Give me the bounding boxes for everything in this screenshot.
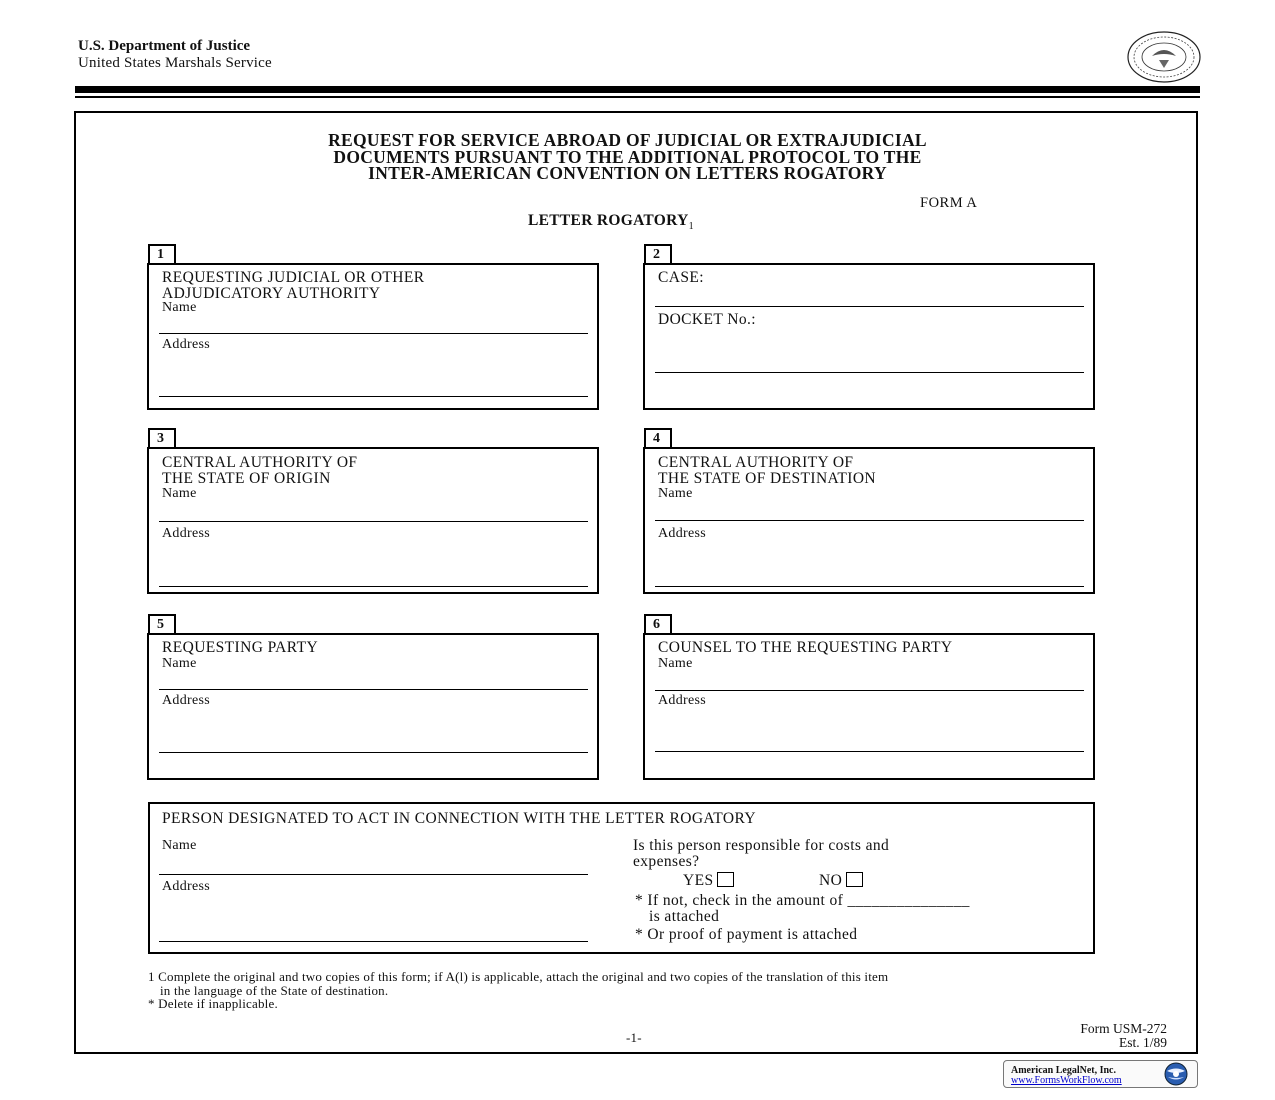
footnote-1-line-1: 1 Complete the original and two copies of this form; if A(l) is applicable, attach the original and two copies of the translation of this item bbox=[148, 969, 889, 984]
header-rule-thin bbox=[75, 96, 1200, 98]
badge-company: American LegalNet, Inc. bbox=[1011, 1065, 1116, 1076]
section-4-heading-line-1: CENTRAL AUTHORITY OF bbox=[658, 454, 854, 471]
yes-label: YES bbox=[683, 872, 714, 889]
section-5-name-label: Name bbox=[162, 656, 197, 671]
designated-name-label: Name bbox=[162, 838, 197, 853]
section-4-name-field[interactable] bbox=[655, 520, 1084, 521]
section-3-heading bbox=[162, 455, 357, 487]
section-1-heading-line-2: ADJUDICATORY AUTHORITY bbox=[162, 285, 381, 302]
footnote-1-line-2: in the language of the State of destination. bbox=[160, 982, 389, 998]
check-amount-line: * If not, check in the amount of _______________ bbox=[635, 892, 970, 909]
section-6-number: 6 bbox=[644, 614, 672, 634]
section-3-heading-line-2: THE STATE OF ORIGIN bbox=[162, 470, 331, 487]
badge-url-link[interactable]: www.FormsWorkFlow.com bbox=[1011, 1075, 1122, 1086]
section-4-heading bbox=[658, 455, 876, 487]
section-5-name-field[interactable] bbox=[159, 689, 588, 690]
section-6-address-field[interactable] bbox=[655, 751, 1084, 752]
title-line-1: REQUEST FOR SERVICE ABROAD OF JUDICIAL OR EXTRAJUDICIAL bbox=[328, 130, 927, 150]
section-3-address-label: Address bbox=[162, 526, 210, 541]
form-number: Form USM-272 bbox=[1080, 1021, 1167, 1036]
section-6-address-label: Address bbox=[658, 693, 706, 708]
agency-name: U.S. Department of Justice bbox=[78, 38, 251, 54]
section-6-name-label: Name bbox=[658, 656, 693, 671]
section-2-number: 2 bbox=[644, 244, 672, 264]
section-1-number: 1 bbox=[148, 244, 176, 264]
designated-name-field[interactable] bbox=[159, 874, 588, 875]
letter-rogatory-heading bbox=[528, 212, 694, 232]
section-2-box bbox=[643, 263, 1095, 410]
section-1-name-label: Name bbox=[162, 300, 197, 315]
doj-seal-icon bbox=[1126, 30, 1202, 84]
form-id: FORM A bbox=[920, 195, 978, 211]
agency-service: United States Marshals Service bbox=[78, 55, 272, 71]
no-option[interactable] bbox=[819, 872, 863, 889]
section-5-address-label: Address bbox=[162, 693, 210, 708]
title-line-2: DOCUMENTS PURSUANT TO THE ADDITIONAL PROTOCOL TO THE bbox=[333, 146, 922, 167]
section-4-address-field[interactable] bbox=[655, 586, 1084, 587]
footnote-marker: 1 bbox=[688, 221, 694, 233]
cost-question-line-2: expenses? bbox=[633, 853, 700, 870]
section-5-number: 5 bbox=[148, 614, 176, 634]
form-established-date: Est. 1/89 bbox=[1118, 1034, 1167, 1050]
globe-logo-icon bbox=[1159, 1062, 1193, 1086]
yes-option[interactable] bbox=[683, 872, 734, 889]
section-5-address-field[interactable] bbox=[159, 752, 588, 753]
footnote-2: * Delete if inapplicable. bbox=[148, 996, 278, 1011]
designated-address-label: Address bbox=[162, 879, 210, 894]
case-field[interactable] bbox=[655, 306, 1084, 307]
form-title bbox=[150, 132, 1105, 182]
section-6-heading: COUNSEL TO THE REQUESTING PARTY bbox=[658, 639, 953, 656]
header-rule-thick bbox=[75, 86, 1200, 93]
cost-question-line-1: Is this person responsible for costs and bbox=[633, 837, 890, 854]
page-number: -1- bbox=[626, 1030, 642, 1045]
section-1-address-field[interactable] bbox=[159, 396, 588, 397]
section-1-address-label: Address bbox=[162, 337, 210, 352]
section-3-name-field[interactable] bbox=[159, 521, 588, 522]
docket-label: DOCKET No.: bbox=[658, 311, 756, 328]
section-4-heading-line-2: THE STATE OF DESTINATION bbox=[658, 470, 877, 487]
section-1-heading bbox=[162, 270, 425, 302]
section-1-heading-line-1: REQUESTING JUDICIAL OR OTHER bbox=[162, 269, 425, 286]
section-4-number: 4 bbox=[644, 428, 672, 448]
section-3-address-field[interactable] bbox=[159, 586, 588, 587]
cost-question bbox=[633, 838, 889, 870]
section-4-name-label: Name bbox=[658, 486, 693, 501]
legalnet-badge[interactable] bbox=[1003, 1060, 1198, 1088]
no-checkbox[interactable] bbox=[846, 872, 863, 887]
case-label: CASE: bbox=[658, 269, 704, 286]
letter-rogatory-text: LETTER ROGATORY bbox=[528, 212, 689, 229]
no-label: NO bbox=[819, 872, 843, 889]
section-5-heading: REQUESTING PARTY bbox=[162, 639, 319, 656]
form-number-block bbox=[1000, 1022, 1167, 1049]
section-1-name-field[interactable] bbox=[159, 333, 588, 334]
section-3-number: 3 bbox=[148, 428, 176, 448]
section-3-name-label: Name bbox=[162, 486, 197, 501]
title-line-3: INTER-AMERICAN CONVENTION ON LETTERS ROGATORY bbox=[368, 163, 887, 183]
section-6-name-field[interactable] bbox=[655, 690, 1084, 691]
designated-address-field[interactable] bbox=[159, 941, 588, 942]
yes-checkbox[interactable] bbox=[717, 872, 734, 887]
section-3-heading-line-1: CENTRAL AUTHORITY OF bbox=[162, 454, 358, 471]
section-4-address-label: Address bbox=[658, 526, 706, 541]
check-attached-line: is attached bbox=[649, 908, 720, 925]
footnote-1 bbox=[148, 970, 888, 997]
docket-field[interactable] bbox=[655, 372, 1084, 373]
designated-person-heading: PERSON DESIGNATED TO ACT IN CONNECTION WITH THE LETTER ROGATORY bbox=[162, 810, 756, 827]
proof-of-payment-line: * Or proof of payment is attached bbox=[635, 926, 858, 943]
